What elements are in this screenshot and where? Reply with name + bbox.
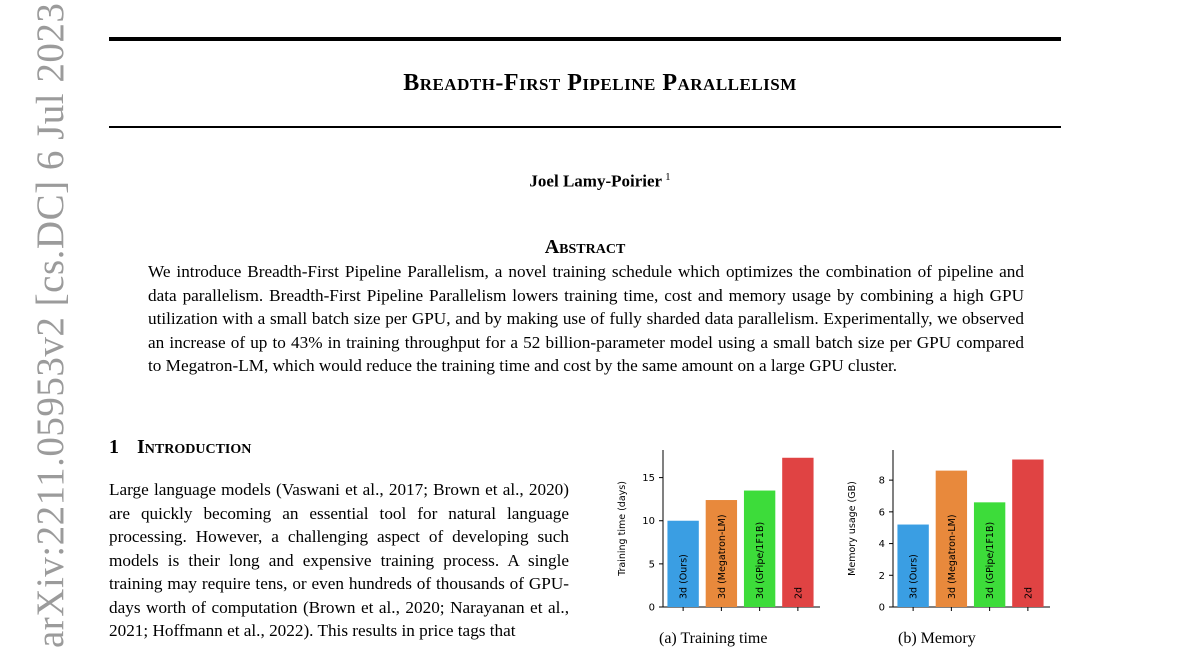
section-title: Introduction	[137, 436, 252, 458]
bar	[1012, 460, 1043, 607]
title-rule	[109, 126, 1061, 128]
bar-label: 3d (GPipe/1F1B)	[755, 521, 767, 599]
section-heading	[109, 436, 251, 459]
y-tick-label: 0	[648, 602, 655, 614]
y-axis-label: Training time (days)	[617, 481, 628, 576]
y-tick-label: 15	[642, 473, 655, 485]
author-name: Joel Lamy-Poirier	[529, 171, 663, 191]
author-line	[0, 171, 1200, 192]
caption-training-time: (a) Training time	[659, 630, 768, 647]
y-axis-label: Memory usage (GB)	[847, 481, 858, 576]
chart-training-time	[600, 440, 830, 630]
y-tick-label: 5	[648, 559, 655, 571]
bar-label: 3d (Megatron-LM)	[716, 514, 728, 599]
bar-label: 3d (Ours)	[678, 554, 690, 599]
y-tick-label: 10	[642, 516, 655, 528]
bar	[782, 458, 813, 607]
intro-paragraph: Large language models (Vaswani et al., 2017; Brown et al., 2020) are quickly becoming an essential tool for natural language processing. However, a challenging aspect of developing such models is their long and expensive training process. A single training may require tens, or even hundreds of thousands of GPU-days worth of computation (Brown et al., 2020; Narayanan et al., 2021; Hoffmann et al., 2022). This results in price tags that	[109, 480, 569, 640]
caption-memory: (b) Memory	[898, 630, 976, 647]
paper-title: Breadth-First Pipeline Parallelism	[403, 70, 797, 96]
author-affiliation-mark: 1	[665, 171, 671, 183]
abstract-heading: Abstract	[544, 236, 626, 258]
chart-memory	[830, 440, 1060, 630]
y-tick-label: 0	[878, 602, 885, 614]
y-tick-label: 6	[878, 507, 885, 519]
y-tick-label: 2	[878, 570, 885, 582]
top-rule	[109, 37, 1061, 41]
bar-label: 3d (GPipe/1F1B)	[985, 521, 997, 599]
y-tick-label: 4	[878, 539, 885, 551]
bar-label: 3d (Ours)	[908, 554, 920, 599]
bar-label: 2d	[1023, 586, 1035, 599]
bar-label: 2d	[793, 586, 805, 599]
arxiv-stamp: arXiv:2211.05953v2 [cs.DC] 6 Jul 2023	[29, 2, 72, 648]
section-number: 1	[109, 436, 119, 458]
y-tick-label: 8	[878, 475, 885, 487]
abstract-text: We introduce Breadth-First Pipeline Parallelism, a novel training schedule which optimizes the combination of pipeline and data parallelism. Breadth-First Pipeline Parallelism lowers training time, cost and memory usage by combining a high GPU utilization with a small batch size per GPU, and by making use of fully sharded data parallelism. Experimentally, we observed an increase of up to 43% in training throughput for a 52 billion-parameter model using a small batch size per GPU compared to Megatron-LM, which would reduce the training time and cost by the same amount on a large GPU cluster.	[148, 262, 1024, 375]
figure-1	[600, 440, 1060, 648]
bar-label: 3d (Megatron-LM)	[946, 514, 958, 599]
